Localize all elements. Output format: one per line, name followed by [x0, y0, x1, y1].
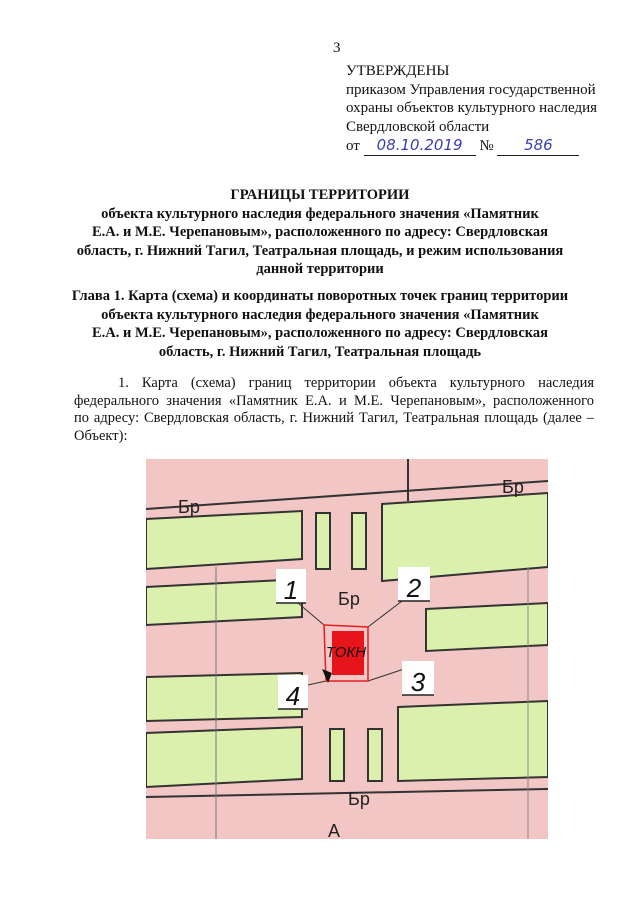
paragraph-line: федерального значения «Памятник Е.А. и М.Е. Черепановым», расположенного [74, 392, 594, 409]
point-label: 4 [285, 681, 301, 711]
order-number: 586 [497, 136, 579, 156]
block-bottom-right [398, 701, 548, 781]
block-top-left-narrow [146, 511, 302, 569]
document-title [60, 186, 580, 279]
chapter-line: область, г. Нижний Тагил, Театральная площадь [158, 343, 482, 360]
title-line: объекта культурного наследия федерального значения «Памятник [101, 205, 539, 222]
map-drawing [146, 459, 548, 839]
paragraph-line: Объект): [74, 427, 128, 444]
block-bottom-left [146, 727, 302, 787]
chapter-line: Е.А. и М.Е. Черепановым», расположенного по адресу: Свердловская [91, 325, 549, 341]
chapter-heading [60, 287, 580, 361]
from-label: от [346, 138, 360, 154]
approval-block [346, 62, 597, 156]
chapter-line: объекта культурного наследия федерального значения «Памятник [101, 306, 539, 323]
map-label-br: Бр [338, 589, 360, 609]
paragraph-line: 1. Карта (схема) границ территории объекта культурного наследия [118, 375, 594, 391]
page-number: 3 [333, 40, 341, 56]
chapter-line: Глава 1. Карта (схема) и координаты поворотных точек границ территории [71, 288, 569, 304]
approval-heading: УТВЕРЖДЕНЫ [346, 63, 450, 79]
title-line: данной территории [256, 261, 384, 277]
map-label-br: Бр [178, 497, 200, 517]
object-label: ТОКН [325, 644, 367, 661]
map-label-br: Бр [348, 789, 370, 809]
boundary-map [146, 459, 548, 839]
paragraph-line: по адресу: Свердловская область, г. Нижний Тагил, Театральная площадь (далее – [74, 410, 594, 426]
approval-date-line [346, 136, 597, 156]
number-label: № [479, 138, 494, 154]
point-label: 1 [283, 575, 299, 605]
title-heading: ГРАНИЦЫ ТЕРРИТОРИИ [230, 187, 410, 203]
point-label: 2 [406, 573, 422, 603]
map-label-letter: А [328, 821, 341, 839]
order-date: 08.10.2019 [364, 136, 476, 156]
small-block [352, 513, 366, 569]
small-block [330, 729, 344, 781]
point-label: 3 [410, 667, 426, 697]
map-label-br: Бр [502, 477, 524, 497]
approval-line: Свердловской области [346, 118, 490, 135]
block-mid-right [426, 603, 548, 651]
title-line: Е.А. и М.Е. Черепановым», расположенного по адресу: Свердловская [91, 224, 549, 240]
approval-line: приказом Управления государственной [346, 81, 596, 98]
small-block [368, 729, 382, 781]
approval-line: охраны объектов культурного наследия [346, 100, 598, 116]
title-line: область, г. Нижний Тагил, Театральная площадь, и режим использования [76, 242, 564, 259]
small-block [316, 513, 330, 569]
paragraph [74, 375, 594, 445]
